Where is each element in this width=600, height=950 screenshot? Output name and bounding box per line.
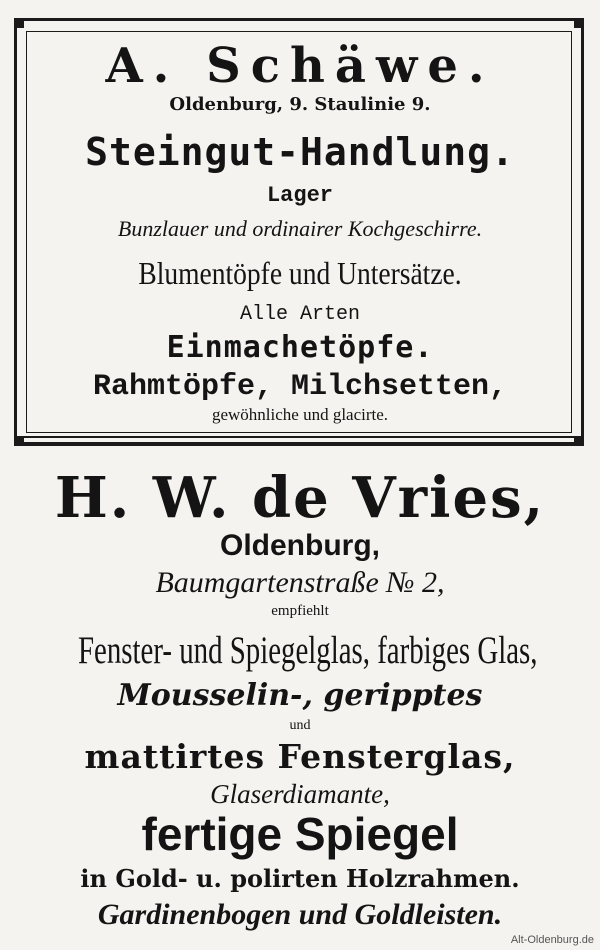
ad-devries-line: Fenster- und Spiegelglas, farbiges Glas, <box>78 629 538 672</box>
divider-rule <box>14 436 584 438</box>
ad-schaewe-line: Rahmtöpfe, Milchsetten, <box>92 370 508 404</box>
ad-devries-line: Gardinenbogen und Goldleisten. <box>97 898 503 931</box>
ad-devries-line: mattirtes Fensterglas, <box>84 737 516 776</box>
ad-devries-line: Glaserdiamante, <box>210 779 390 809</box>
ad-schaewe-address: Oldenburg, 9. Staulinie 9. <box>169 94 431 115</box>
ad-schaewe-trade: Steingut-Handlung. <box>85 130 515 174</box>
frame-corner <box>574 18 584 28</box>
ad-schaewe-line: Einmachetöpfe. <box>166 330 434 365</box>
ad-devries-city: Oldenburg, <box>220 529 380 562</box>
ad-devries-line: in Gold- u. polirten Holzrahmen. <box>80 864 520 893</box>
frame-corner <box>14 18 24 28</box>
ad-devries-name: H. W. de Vries, <box>54 465 546 531</box>
ad-schaewe-line: Bunzlauer und ordinairer Kochgeschirre. <box>117 216 483 241</box>
ad-devries-line: empfiehlt <box>271 603 329 619</box>
frame-corner <box>14 436 24 446</box>
source-credit: Alt-Oldenburg.de <box>510 934 594 946</box>
ad-devries-street: Baumgartenstraße № 2, <box>155 566 445 599</box>
ad-devries-line: und <box>289 718 311 733</box>
ad-schaewe-line: Alle Arten <box>239 303 361 326</box>
ad-schaewe-line: Blumentöpfe und Untersätze. <box>138 255 462 291</box>
ad-schaewe-lager: Lager <box>266 183 333 208</box>
ad-schaewe-line: gewöhnliche und glacirte. <box>211 405 389 424</box>
ad-devries-line: Mousselin-, geripptes <box>117 678 483 713</box>
ad-devries-line: fertige Spiegel <box>141 808 459 860</box>
ad-schaewe-name: A. Schäwe. <box>105 38 495 94</box>
frame-corner <box>574 436 584 446</box>
divider-rule <box>14 442 584 444</box>
